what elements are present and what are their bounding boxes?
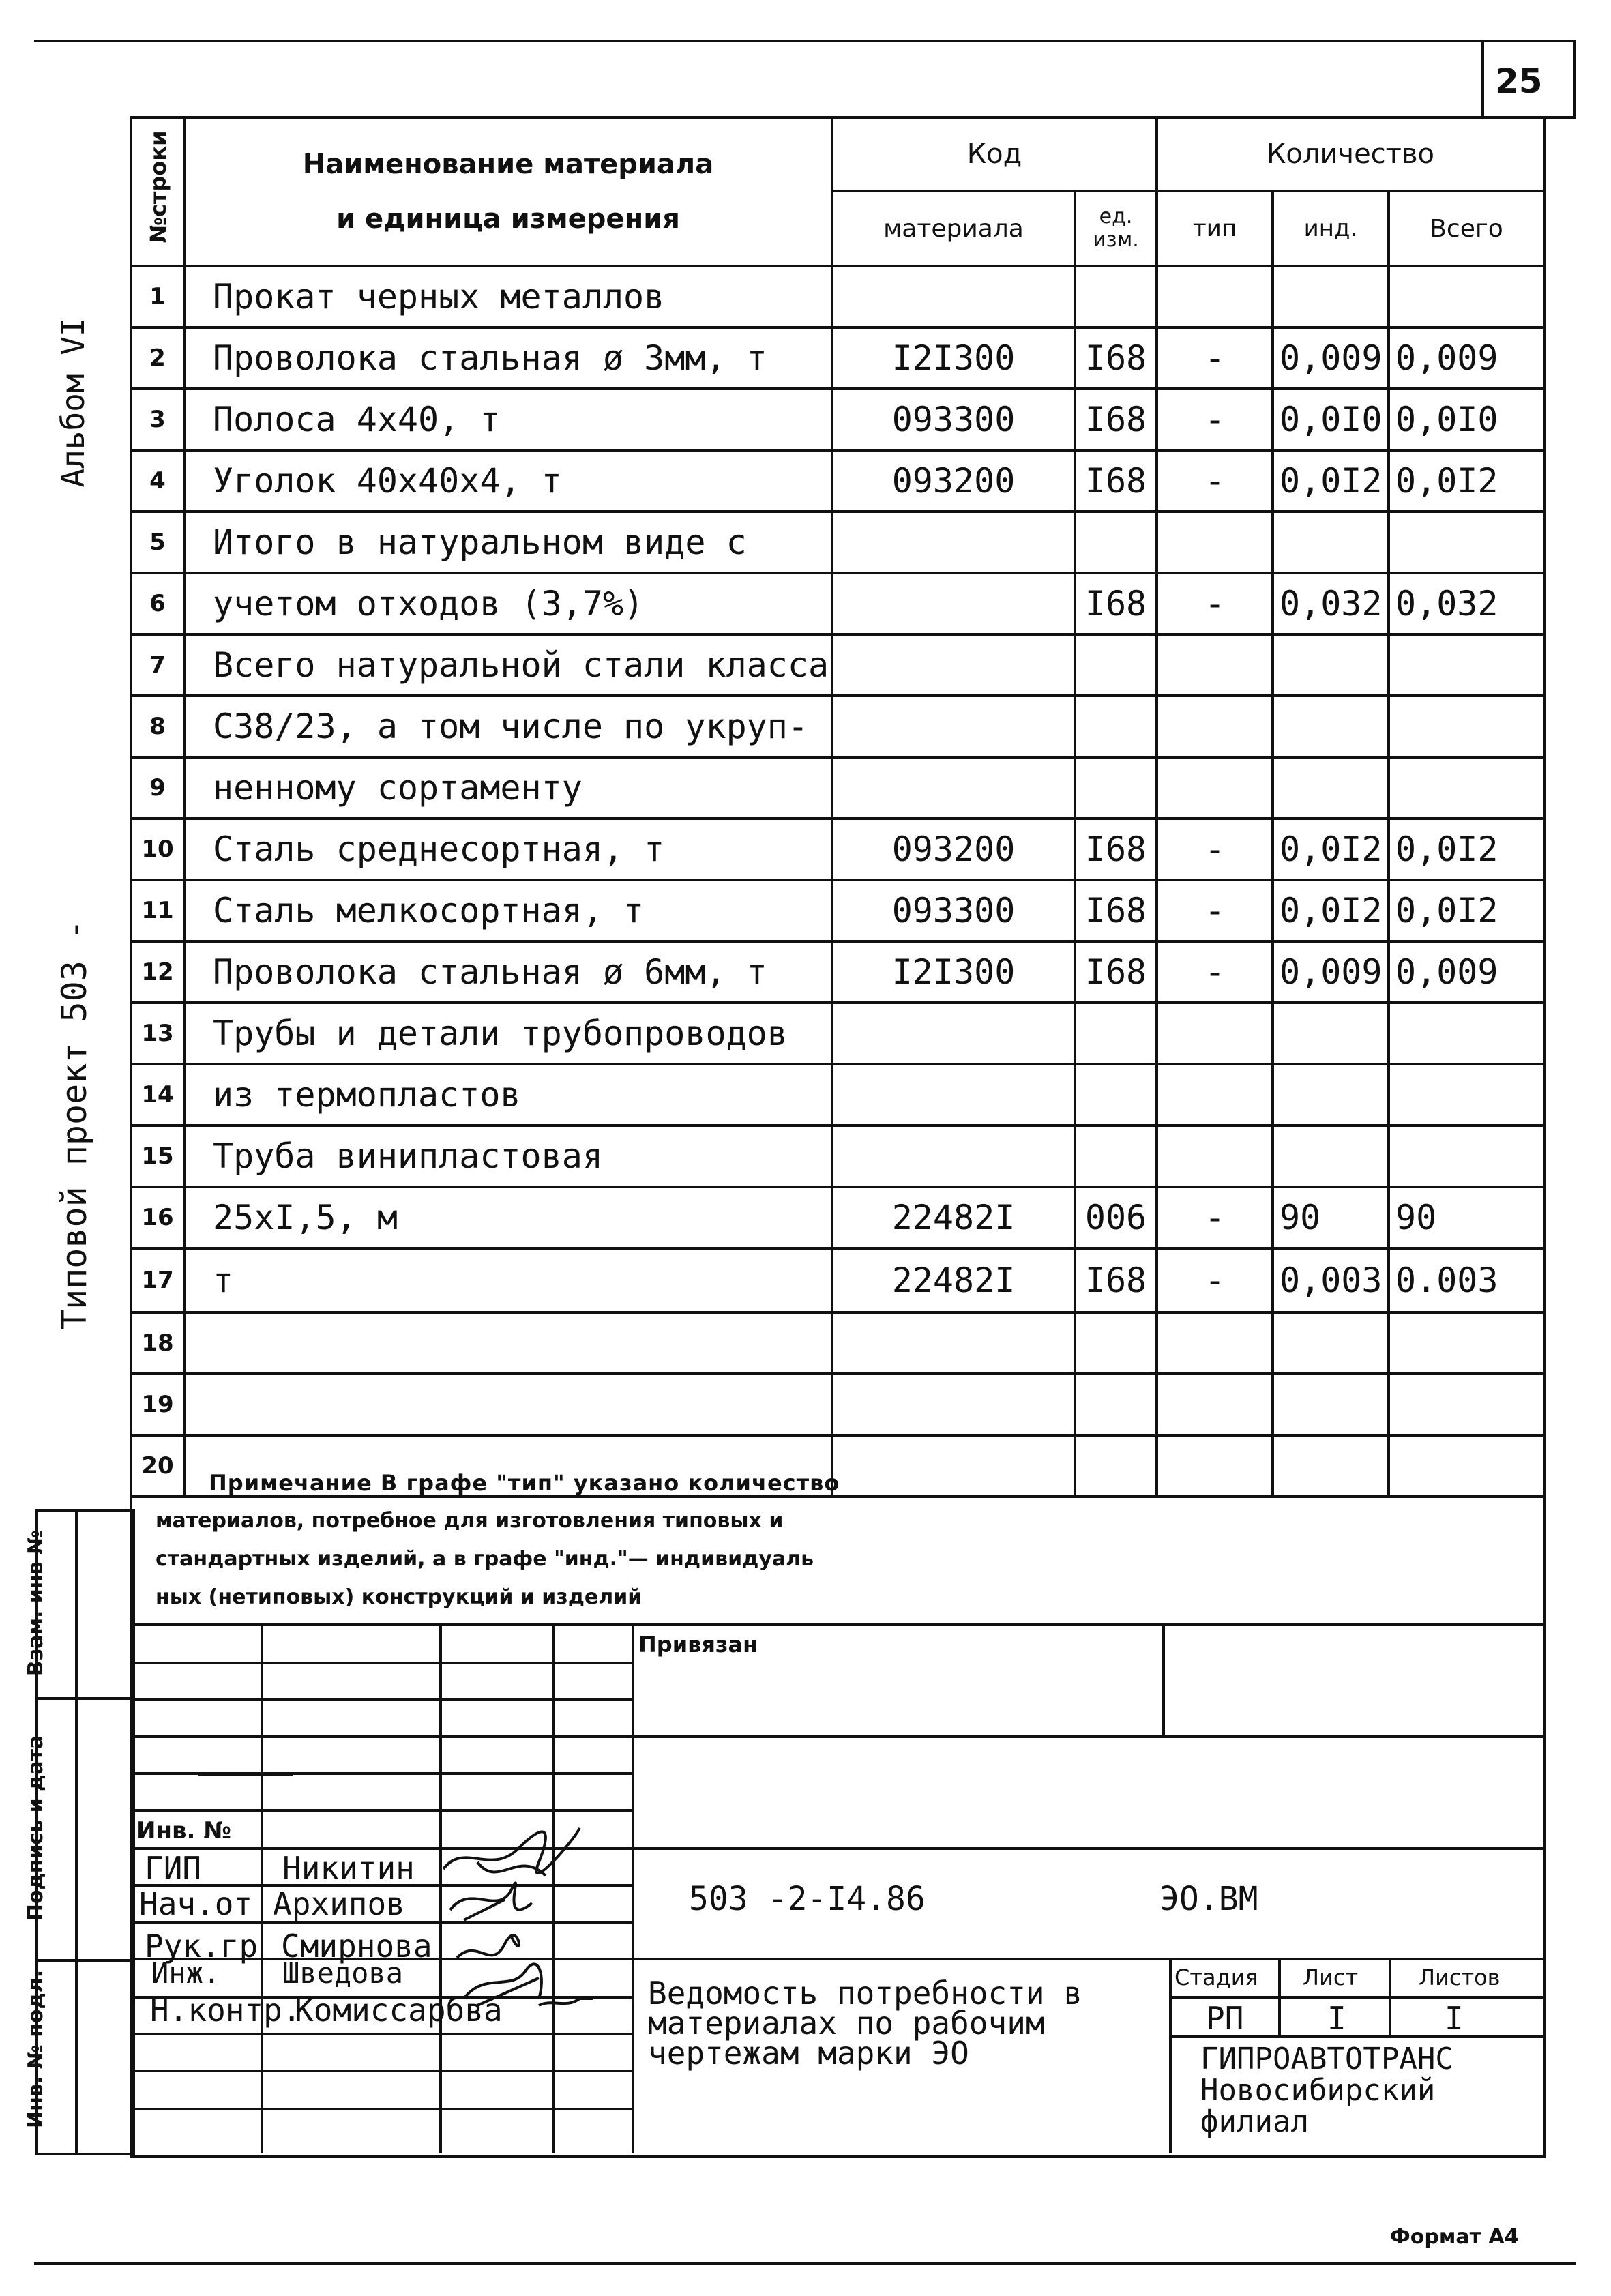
sheet-value: I: [1327, 2000, 1346, 2037]
row-number: 11: [131, 880, 184, 941]
tb-line: [1169, 1996, 1543, 1999]
staff-role: Рук.гр: [145, 1928, 258, 1964]
note: [156, 1464, 1247, 1617]
row-code: [832, 1064, 1075, 1125]
row-name: Всего натуральной стали класса: [184, 634, 832, 696]
row-code: 093200: [832, 819, 1075, 880]
row-type: [1157, 512, 1273, 573]
staff-name: Никитин: [282, 1850, 415, 1887]
row-total: 0,009: [1389, 941, 1544, 1003]
row-name: Сталь мелкосортная, т: [184, 880, 832, 941]
row-code: [832, 696, 1075, 757]
row-unit: I68: [1075, 880, 1157, 941]
row-total: 0,0I2: [1389, 819, 1544, 880]
header-qty-total: Всего: [1389, 191, 1544, 266]
header-code: Код: [832, 117, 1157, 191]
stage-label: Стадия: [1174, 1964, 1258, 1990]
row-number: 18: [131, 1312, 184, 1374]
table-row: [131, 266, 1544, 327]
staff-role: Нач.от: [139, 1885, 253, 1922]
row-number: 16: [131, 1187, 184, 1248]
staff-role: ГИП: [145, 1850, 202, 1887]
row-ind: 0,009: [1273, 941, 1389, 1003]
row-number: 20: [131, 1435, 184, 1497]
tb-line: [130, 2033, 633, 2035]
row-code: [832, 1374, 1075, 1435]
album-label: Альбом VI: [55, 317, 91, 488]
row-number: 15: [131, 1125, 184, 1187]
row-type: -: [1157, 1248, 1273, 1312]
row-type: -: [1157, 880, 1273, 941]
project-label: Типовой проект 503 -: [55, 919, 94, 1330]
row-code: [832, 266, 1075, 327]
header-row-number: №строки: [131, 117, 184, 266]
row-code: [832, 1003, 1075, 1064]
page-number: 25: [1495, 61, 1543, 101]
row-type: [1157, 1125, 1273, 1187]
staff-name: Смирнова: [281, 1928, 432, 1964]
row-code: [832, 573, 1075, 634]
row-unit: I68: [1075, 389, 1157, 450]
row-code: 22482I: [832, 1187, 1075, 1248]
table-row: [131, 1187, 1544, 1248]
paper-format: Формат А4: [1390, 2225, 1519, 2249]
row-unit: 006: [1075, 1187, 1157, 1248]
table-row: [131, 941, 1544, 1003]
header-quantity: Количество: [1157, 117, 1544, 191]
row-type: [1157, 1312, 1273, 1374]
row-ind: [1273, 266, 1389, 327]
materials-table: [130, 116, 1546, 1498]
table-row: [131, 819, 1544, 880]
row-type: [1157, 757, 1273, 819]
side-stamp-row-line: [35, 1697, 131, 1700]
row-name: [184, 1374, 832, 1435]
side-stamp-row-line: [35, 1959, 131, 1962]
row-unit: [1075, 1003, 1157, 1064]
row-unit: I68: [1075, 573, 1157, 634]
row-name: Трубы и детали трубопроводов: [184, 1003, 832, 1064]
sheets-value: I: [1445, 2000, 1464, 2037]
row-total: [1389, 1003, 1544, 1064]
table-row: [131, 757, 1544, 819]
row-code: 093200: [832, 450, 1075, 512]
row-total: [1389, 266, 1544, 327]
row-code: [832, 757, 1075, 819]
row-type: -: [1157, 819, 1273, 880]
row-total: 0,0I2: [1389, 450, 1544, 512]
staff-role: Н.контр.: [150, 1992, 301, 2029]
row-total: [1389, 1064, 1544, 1125]
header-code-unit: ед. изм.: [1075, 191, 1157, 266]
note-line: материалов, потребное для изготовления типовых и: [156, 1509, 784, 1533]
bound-label: Привязан: [638, 1632, 758, 1658]
row-ind: [1273, 1312, 1389, 1374]
row-unit: [1075, 1064, 1157, 1125]
tb-col: [1169, 1958, 1172, 2153]
row-number: 2: [131, 327, 184, 389]
row-ind: 0,0I2: [1273, 450, 1389, 512]
row-number: 6: [131, 573, 184, 634]
row-total: [1389, 1125, 1544, 1187]
row-number: 10: [131, 819, 184, 880]
header-qty-type: тип: [1157, 191, 1273, 266]
row-type: [1157, 1374, 1273, 1435]
row-total: [1389, 696, 1544, 757]
header-code-material: материала: [832, 191, 1075, 266]
table-body: [131, 266, 1544, 1497]
staff-name: Шведова: [282, 1956, 404, 1990]
row-name: Уголок 40х40х4, т: [184, 450, 832, 512]
row-number: 5: [131, 512, 184, 573]
row-type: [1157, 1064, 1273, 1125]
row-name: Полоса 4х40, т: [184, 389, 832, 450]
row-number: 8: [131, 696, 184, 757]
table-row: [131, 1248, 1544, 1312]
table-row: [131, 1064, 1544, 1125]
note-line: ных (нетиповых) конструкций и изделий: [156, 1585, 642, 1609]
table-row: [131, 512, 1544, 573]
stage-value: РП: [1206, 2000, 1244, 2037]
row-name: Проволока стальная ø 6мм, т: [184, 941, 832, 1003]
table-row: [131, 1003, 1544, 1064]
row-ind: [1273, 1125, 1389, 1187]
row-total: [1389, 1374, 1544, 1435]
row-number: 3: [131, 389, 184, 450]
row-number: 19: [131, 1374, 184, 1435]
row-unit: [1075, 1125, 1157, 1187]
row-type: -: [1157, 1187, 1273, 1248]
row-ind: 0,009: [1273, 327, 1389, 389]
row-total: [1389, 757, 1544, 819]
row-code: [832, 1125, 1075, 1187]
row-name: Итого в натуральном виде с: [184, 512, 832, 573]
row-code: I2I300: [832, 941, 1075, 1003]
row-name: С38/23, а том числе по укруп-: [184, 696, 832, 757]
stamp-signature-date: Подпись и дата: [24, 1735, 48, 1922]
tb-line: [130, 2070, 633, 2072]
staff-name: Комиссарбва: [295, 1992, 503, 2029]
tb-col: [1162, 1623, 1165, 1737]
row-type: [1157, 634, 1273, 696]
row-code: 093300: [832, 389, 1075, 450]
inv-no-label: Инв. №: [136, 1817, 232, 1844]
row-ind: [1273, 512, 1389, 573]
row-unit: I68: [1075, 327, 1157, 389]
row-unit: [1075, 757, 1157, 819]
row-ind: 0,032: [1273, 573, 1389, 634]
row-unit: [1075, 512, 1157, 573]
row-ind: [1273, 696, 1389, 757]
row-unit: [1075, 1374, 1157, 1435]
row-unit: I68: [1075, 941, 1157, 1003]
tb-line: [130, 1698, 633, 1701]
organization: ГИПРОАВТОТРАНС Новосибирский филиал: [1200, 2042, 1453, 2139]
row-unit: I68: [1075, 819, 1157, 880]
row-total: 0.003: [1389, 1248, 1544, 1312]
row-type: -: [1157, 941, 1273, 1003]
row-total: 0,0I2: [1389, 880, 1544, 941]
row-total: 0,032: [1389, 573, 1544, 634]
row-ind: 0,0I0: [1273, 389, 1389, 450]
row-name: из термопластов: [184, 1064, 832, 1125]
row-ind: 0,003: [1273, 1248, 1389, 1312]
row-name: Проволока стальная ø 3мм, т: [184, 327, 832, 389]
row-number: 7: [131, 634, 184, 696]
header-qty-ind: инд.: [1273, 191, 1389, 266]
table-row: [131, 1125, 1544, 1187]
table-row: [131, 327, 1544, 389]
tb-col: [261, 1623, 263, 2153]
side-stamp-divider: [75, 1509, 78, 2155]
row-number: 4: [131, 450, 184, 512]
row-code: [832, 512, 1075, 573]
row-type: -: [1157, 327, 1273, 389]
staff-name: Архипов: [273, 1885, 405, 1922]
row-code: [832, 1312, 1075, 1374]
row-total: [1389, 1312, 1544, 1374]
row-code: [832, 634, 1075, 696]
row-unit: [1075, 696, 1157, 757]
row-name: учетом отходов (3,7%): [184, 573, 832, 634]
row-ind: 90: [1273, 1187, 1389, 1248]
table-row: [131, 389, 1544, 450]
row-number: 14: [131, 1064, 184, 1125]
drawing-mark: ЭО.ВМ: [1159, 1880, 1258, 1918]
stamp-replace-inv: Взам. инв №: [24, 1529, 48, 1677]
table-row: [131, 696, 1544, 757]
row-total: [1389, 634, 1544, 696]
row-ind: [1273, 634, 1389, 696]
table-row: [131, 1312, 1544, 1374]
document-title: Ведомость потребности в материалах по рабочим чертежам марки ЭО: [648, 1975, 1082, 2072]
tb-blank-dash: [198, 1773, 293, 1776]
row-type: [1157, 1003, 1273, 1064]
row-name: Прокат черных металлов: [184, 266, 832, 327]
row-number: 17: [131, 1248, 184, 1312]
tb-line: [130, 1662, 633, 1664]
row-type: [1157, 266, 1273, 327]
row-name: Сталь среднесортная, т: [184, 819, 832, 880]
tb-line: [130, 2108, 633, 2110]
table-row: [131, 880, 1544, 941]
row-unit: [1075, 634, 1157, 696]
sheets-label: Листов: [1419, 1964, 1501, 1990]
row-name: [184, 1312, 832, 1374]
row-unit: I68: [1075, 1248, 1157, 1312]
row-name: Труба винипластовая: [184, 1125, 832, 1187]
row-name: 25хI,5, м: [184, 1187, 832, 1248]
document-code: 503 -2-I4.86: [689, 1880, 926, 1918]
row-total: [1389, 1435, 1544, 1497]
row-unit: I68: [1075, 450, 1157, 512]
row-ind: [1273, 1003, 1389, 1064]
row-name: т: [184, 1248, 832, 1312]
stamp-inv-original: Инв. № подл.: [24, 1969, 48, 2128]
row-code: 22482I: [832, 1248, 1075, 1312]
sheet-label: Лист: [1303, 1964, 1359, 1990]
row-number: 9: [131, 757, 184, 819]
staff-role: Инж.: [151, 1956, 221, 1990]
note-line: Примечание В графе "тип" указано количество: [209, 1470, 840, 1496]
row-unit: [1075, 266, 1157, 327]
row-number: 13: [131, 1003, 184, 1064]
row-total: 0,009: [1389, 327, 1544, 389]
frame-top-line: [34, 40, 1576, 42]
row-ind: [1273, 1374, 1389, 1435]
row-name: ненному сортаменту: [184, 757, 832, 819]
row-code: I2I300: [832, 327, 1075, 389]
table-row: [131, 634, 1544, 696]
row-ind: 0,0I2: [1273, 819, 1389, 880]
row-total: [1389, 512, 1544, 573]
row-type: -: [1157, 389, 1273, 450]
frame-bottom-line: [34, 2262, 1576, 2265]
row-ind: [1273, 757, 1389, 819]
row-type: -: [1157, 573, 1273, 634]
note-line: стандартных изделий, а в графе "инд."— индивидуаль: [156, 1547, 814, 1571]
row-total: 90: [1389, 1187, 1544, 1248]
row-ind: [1273, 1064, 1389, 1125]
tb-line: [130, 1735, 1543, 1738]
table-row: [131, 450, 1544, 512]
header-name: Наименование материала и единица измерения: [184, 117, 832, 266]
row-type: -: [1157, 450, 1273, 512]
row-ind: [1273, 1435, 1389, 1497]
row-ind: 0,0I2: [1273, 880, 1389, 941]
table-row: [131, 573, 1544, 634]
row-number: 12: [131, 941, 184, 1003]
row-total: 0,0I0: [1389, 389, 1544, 450]
signatures-drawing: [437, 1801, 641, 2019]
tb-top-line: [130, 1623, 1543, 1626]
table-row: [131, 1374, 1544, 1435]
row-number: 1: [131, 266, 184, 327]
row-code: 093300: [832, 880, 1075, 941]
row-unit: [1075, 1312, 1157, 1374]
row-type: [1157, 696, 1273, 757]
